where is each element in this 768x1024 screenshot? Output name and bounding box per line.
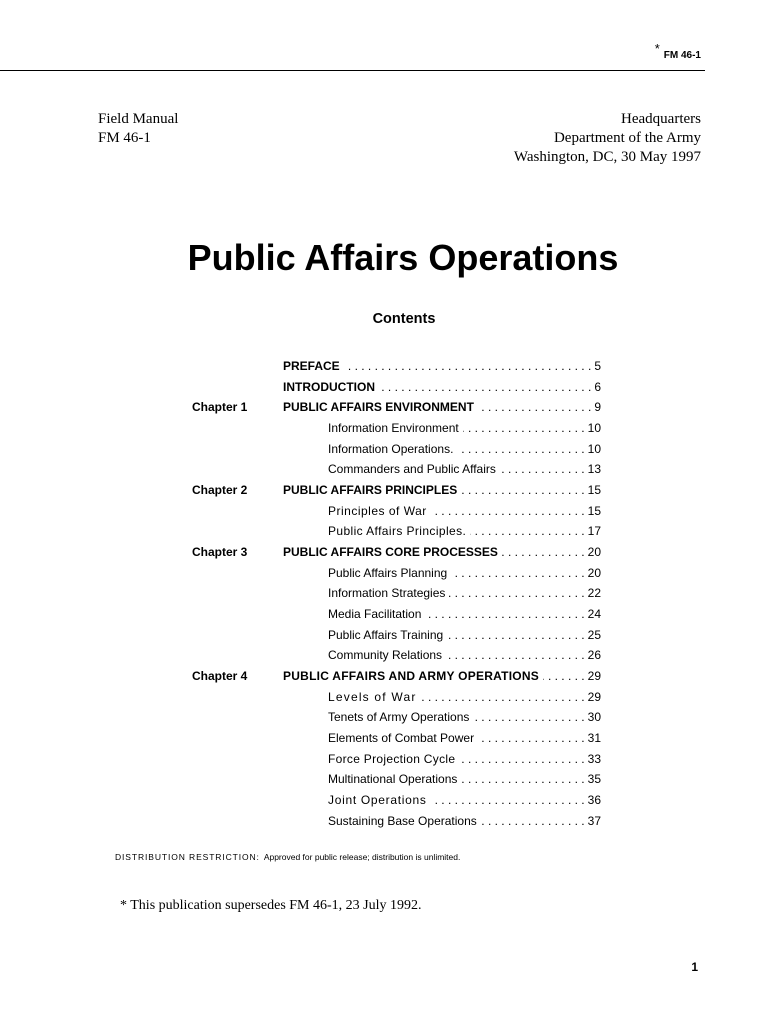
chapter-label: Chapter 1: [192, 400, 248, 415]
chapter-label: [192, 377, 283, 398]
toc-entry: [192, 645, 601, 666]
toc-page-number: 9: [594, 400, 601, 415]
toc-page-number: 15: [587, 503, 601, 518]
toc-entry-title: Multinational Operations: [328, 772, 458, 787]
dot-leader: [463, 418, 585, 439]
toc-entry: [192, 418, 601, 439]
chapter-label: [192, 604, 283, 625]
toc-entry-title: Public Affairs Planning: [328, 565, 448, 580]
chapter-label: [192, 418, 283, 439]
toc-entry-title: PUBLIC AFFAIRS PRINCIPLES: [283, 483, 458, 498]
toc-page-number: 35: [587, 772, 601, 787]
toc-entry-title: Public Affairs Training: [328, 627, 444, 642]
manual-number: FM 46-1: [98, 130, 151, 146]
dot-leader: [478, 397, 591, 418]
chapter-label: [192, 521, 283, 542]
chapter-label: [192, 790, 283, 811]
toc-entry-title: Information Operations.: [328, 441, 454, 456]
toc-page-number: 29: [587, 689, 601, 704]
dot-leader: [543, 666, 585, 687]
toc-entry: [192, 356, 601, 377]
manual-type: Field Manual: [98, 111, 179, 127]
toc-entry-title: Public Affairs Principles.: [328, 524, 467, 539]
dot-leader: [431, 501, 585, 522]
toc-page-number: 6: [594, 379, 601, 394]
toc-entry-title: Levels of War: [328, 689, 417, 704]
toc-page-number: 20: [587, 545, 601, 560]
dot-leader: [500, 459, 585, 480]
toc-page-number: 5: [594, 359, 601, 373]
toc-entry-title: Information Environment: [328, 421, 459, 436]
toc-page-number: 37: [587, 813, 601, 828]
toc-entry-title: Commanders and Public Affairs: [328, 462, 496, 477]
dot-leader: [421, 687, 585, 708]
page-number: 1: [691, 960, 698, 974]
dot-leader: [449, 583, 584, 604]
toc-entry-title: PUBLIC AFFAIRS ENVIRONMENT: [283, 400, 474, 415]
toc-page-number: 25: [587, 627, 601, 642]
table-of-contents: [192, 356, 601, 831]
department-label: Department of the Army: [553, 130, 701, 146]
toc-entry: [192, 480, 601, 501]
dot-leader: [461, 480, 584, 501]
chapter-label: [192, 645, 283, 666]
supersession-footnote: * This publication supersedes FM 46-1, 23 July 1992.: [120, 898, 422, 913]
distribution-label: DISTRIBUTION RESTRICTION:: [115, 852, 260, 862]
toc-entry: [192, 459, 601, 480]
chapter-label: [192, 707, 283, 728]
distribution-text: Approved for public release; distribution is unlimited.: [263, 852, 461, 862]
toc-entry-title: Community Relations: [328, 648, 443, 663]
dot-leader: [446, 645, 585, 666]
document-title: Public Affairs Operations: [187, 237, 619, 278]
toc-entry: [192, 563, 601, 584]
toc-entry: [192, 728, 601, 749]
toc-entry: [192, 583, 601, 604]
toc-entry-title: Tenets of Army Operations: [328, 710, 470, 725]
chapter-label: [192, 439, 283, 460]
dot-leader: [447, 625, 584, 646]
toc-page-number: 22: [587, 586, 601, 601]
toc-entry: [192, 542, 601, 563]
toc-entry-title: Principles of War: [328, 503, 427, 518]
toc-entry: [192, 501, 601, 522]
toc-entry-title: INTRODUCTION: [283, 379, 375, 394]
chapter-label: [192, 356, 283, 377]
chapter-label: [192, 563, 283, 584]
toc-entry: [192, 439, 601, 460]
toc-page-number: 24: [587, 607, 601, 622]
dot-leader: [481, 811, 585, 832]
dot-leader: [457, 439, 584, 460]
dot-leader: [425, 604, 584, 625]
toc-entry: [192, 625, 601, 646]
chapter-label: [192, 625, 283, 646]
toc-page-number: 31: [587, 731, 601, 746]
dot-leader: [502, 542, 585, 563]
place-date: Washington, DC, 30 May 1997: [513, 149, 701, 165]
dot-leader: [473, 707, 584, 728]
dot-leader: [470, 521, 584, 542]
contents-heading: Contents: [372, 311, 436, 327]
running-head: [655, 42, 701, 62]
header-rule: [0, 70, 705, 71]
toc-page-number: 30: [587, 710, 601, 725]
dot-leader: [478, 728, 585, 749]
chapter-label: Chapter 2: [192, 483, 248, 498]
toc-page-number: 20: [587, 565, 601, 580]
supersession-asterisk: *: [654, 41, 660, 56]
toc-entry-title: PUBLIC AFFAIRS AND ARMY OPERATIONS: [283, 669, 540, 684]
chapter-label: [192, 687, 283, 708]
toc-entry-title: Media Facilitation: [328, 607, 422, 622]
toc-entry: [192, 666, 601, 687]
toc-page-number: 15: [587, 483, 601, 498]
chapter-label: [192, 583, 283, 604]
toc-entry-title: Information Strategies: [328, 586, 446, 601]
dot-leader: [344, 356, 592, 377]
toc-entry: [192, 604, 601, 625]
manual-identifier: [98, 110, 178, 148]
dot-leader: [431, 790, 585, 811]
toc-page-number: 17: [587, 524, 601, 539]
toc-entry: [192, 687, 601, 708]
issuing-authority: [514, 110, 701, 167]
chapter-label: [192, 749, 283, 770]
chapter-label: [192, 728, 283, 749]
toc-entry: [192, 521, 601, 542]
toc-entry: [192, 397, 601, 418]
distribution-restriction: [115, 851, 460, 863]
toc-page-number: 13: [587, 462, 601, 477]
toc-entry: [192, 707, 601, 728]
chapter-label: [192, 811, 283, 832]
toc-page-number: 29: [587, 669, 601, 684]
headquarters-label: Headquarters: [621, 111, 701, 127]
running-head-code: FM 46-1: [663, 50, 701, 61]
chapter-label: [192, 459, 283, 480]
toc-entry-title: PUBLIC AFFAIRS CORE PROCESSES: [283, 545, 498, 560]
chapter-label: [192, 769, 283, 790]
toc-entry: [192, 790, 601, 811]
chapter-label: [192, 501, 283, 522]
toc-page-number: 10: [587, 421, 601, 436]
toc-entry: [192, 769, 601, 790]
toc-entry-title: Joint Operations: [328, 793, 427, 808]
toc-entry-title: Force Projection Cycle: [328, 751, 456, 766]
toc-page-number: 10: [587, 441, 601, 456]
dot-leader: [461, 769, 584, 790]
toc-entry-title: Elements of Combat Power: [328, 731, 475, 746]
dot-leader: [379, 377, 591, 398]
dot-leader: [459, 749, 584, 770]
toc-entry: [192, 811, 601, 832]
toc-page-number: 26: [587, 648, 601, 663]
toc-page-number: 33: [587, 751, 601, 766]
chapter-label: Chapter 3: [192, 545, 248, 560]
toc-entry-title: Sustaining Base Operations: [328, 813, 477, 828]
toc-entry: [192, 749, 601, 770]
toc-entry-title: PREFACE: [283, 359, 340, 373]
toc-entry: [192, 377, 601, 398]
toc-page-number: 36: [587, 793, 601, 808]
chapter-label: Chapter 4: [192, 669, 248, 684]
dot-leader: [451, 563, 584, 584]
